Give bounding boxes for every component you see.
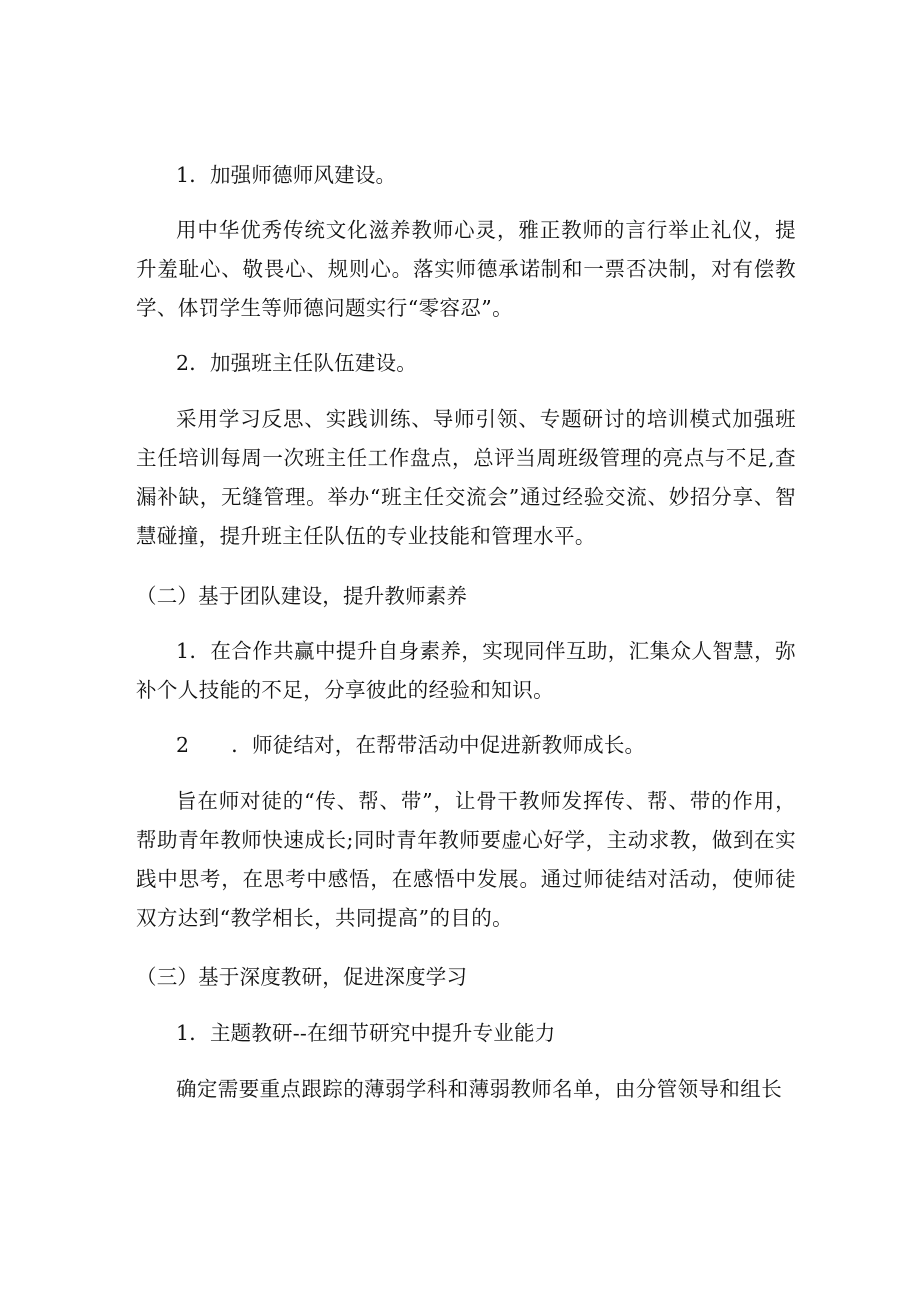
paragraph-head-teacher-team: 采用学习反思、实践训练、导师引领、专题研讨的培训模式加强班主任培训每周一次班主任工作盘点，总评当周班级管理的亮点与不足,查漏补缺，无缝管理。举办“班主任交流会”通过经验交流、妙招分享、智慧碰撞，提升班主任队伍的专业技能和管理水平。	[136, 407, 796, 548]
paragraph-teacher-ethics: 用中华优秀传统文化滋养教师心灵，雅正教师的言行举止礼仪，提升羞耻心、敬畏心、规则心。落实师德承诺制和一票否决制，对有偿教学、体罚学生等师德问题实行“零容忍”。	[136, 218, 796, 320]
paragraph-mentorship: 旨在师对徒的“传、帮、带”，让骨干教师发挥传、帮、带的作用，帮助青年教师快速成长;同时青年教师要虚心好学，主动求教，做到在实践中思考，在思考中感悟，在感悟中发展。通过师徒结对活动，使师徒双方达到“教学相长，共同提高”的目的。	[136, 789, 796, 930]
heading-mentorship-text: ．师徒结对，在帮带活动中促进新教师成长。	[231, 733, 646, 757]
paragraph-theme-research: 确定需要重点跟踪的薄弱学科和薄弱教师名单，由分管领导和组长	[176, 1077, 783, 1101]
heading-theme-research: 1．主题教研--在细节研究中提升专业能力	[176, 1021, 556, 1045]
heading-mentorship	[136, 726, 796, 765]
heading-teacher-ethics: 1．加强师德师风建设。	[176, 163, 397, 187]
heading-head-teacher-team: 2．加强班主任队伍建设。	[176, 351, 417, 375]
section-heading-deep-research: （三）基于深度教研，促进深度学习	[136, 965, 468, 989]
section-heading-team-building: （二）基于团队建设，提升教师素养	[136, 584, 468, 608]
paragraph-cooperation: 1．在合作共赢中提升自身素养，实现同伴互助，汇集众人智慧，弥补个人技能的不足，分享彼此的经验和知识。	[136, 639, 796, 702]
heading-mentorship-number: 2	[176, 733, 190, 757]
